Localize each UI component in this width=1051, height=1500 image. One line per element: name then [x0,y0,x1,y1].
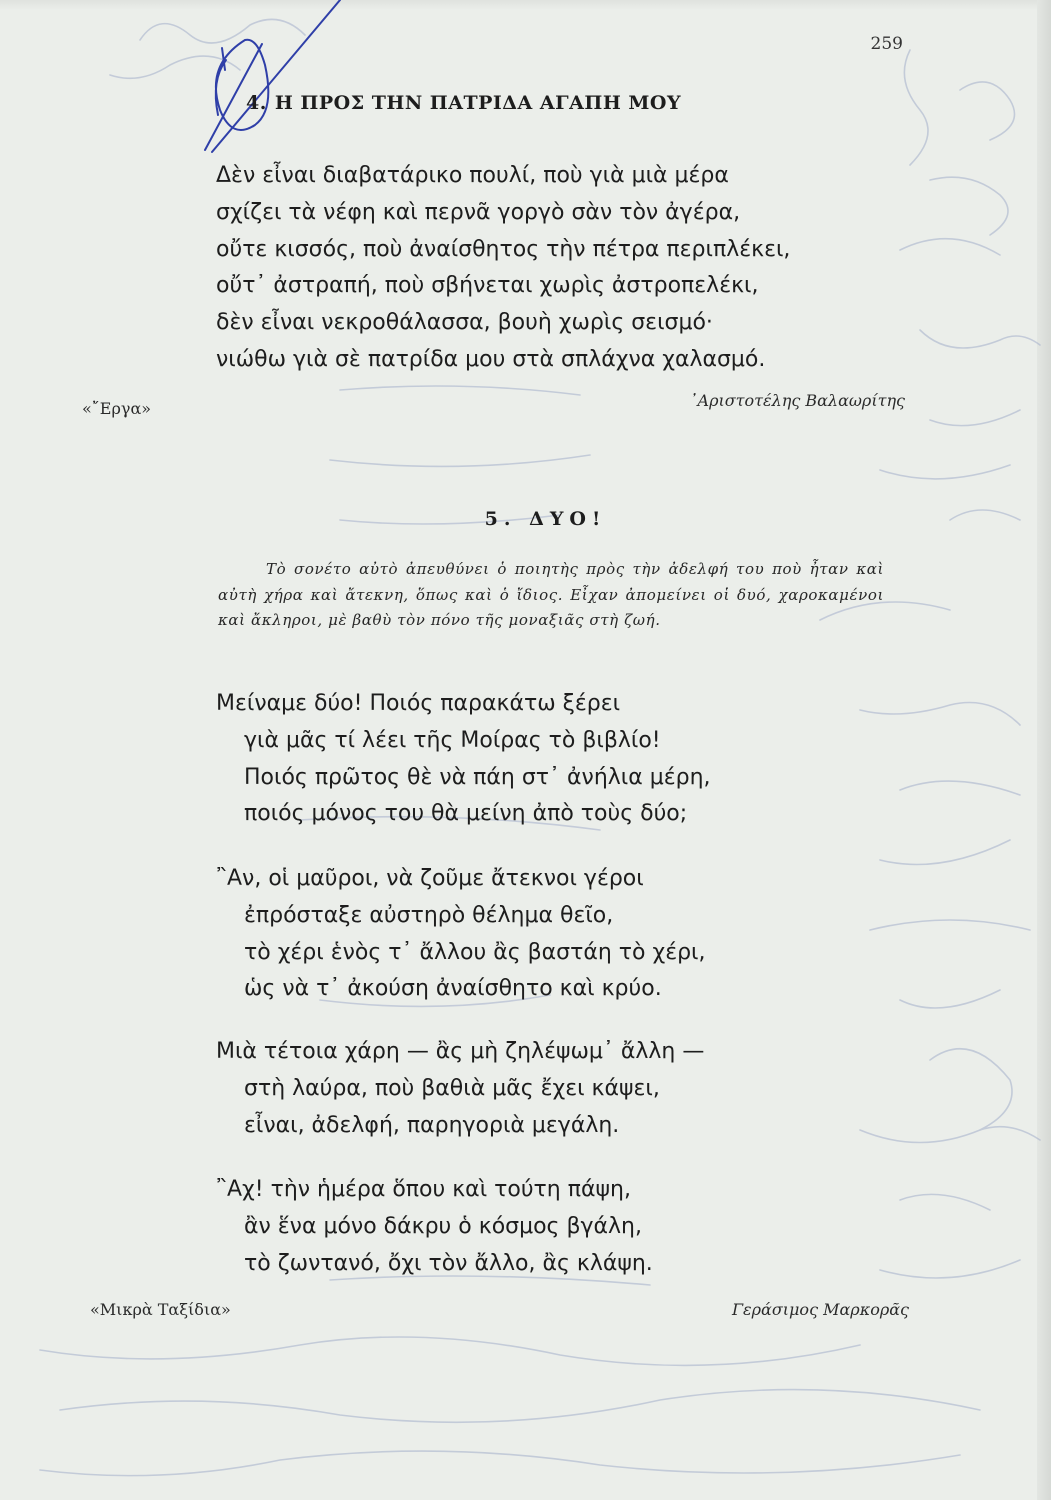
poem-line: δὲν εἶναι νεκροθάλασσα, βουὴ χωρὶς σεισμό· [216,310,713,336]
poem-4-number: 4. [246,92,267,114]
poem-5-author: Γεράσιμος Μαρκορᾶς [731,1300,909,1319]
poem-line: ἂν ἕνα μόνο δάκρυ ὁ κόσμος βγάλη, [244,1213,642,1239]
page-binding-edge [1037,0,1051,1500]
poem-5-source: «Μικρὰ Ταξίδια» [90,1300,231,1319]
poem-4-title-text: Η ΠΡΟΣ ΤΗΝ ΠΑΤΡΙΔΑ ΑΓΑΠΗ ΜΟΥ [274,92,682,114]
poem-4-source: «῎Εργα» [82,399,152,418]
poem-5-stanza-2 [216,861,705,1008]
poem-line: ῍Αχ! τὴν ἡμέρα ὅπου καὶ τούτη πάψη, [216,1177,631,1202]
poem-line: νιώθω γιὰ σὲ πατρίδα μου στὰ σπλάχνα χαλασμό. [216,346,766,372]
poem-5-stanza-4 [216,1172,653,1282]
poem-5-title: 5. ΔΥΟ! [484,508,607,530]
poem-line: οὔτ᾽ ἀστραπή, ποὺ σβήνεται χωρὶς ἀστροπελέκι, [216,273,759,299]
poem-line: τὸ ζωντανό, ὄχι τὸν ἄλλο, ἂς κλάψη. [244,1250,653,1276]
poem-line: εἶναι, ἀδελφή, παρηγοριὰ μεγάλη. [244,1112,620,1138]
page-number: 259 [870,34,903,54]
poem-5-introduction: Τὸ σονέτο αὐτὸ ἀπευθύνει ὁ ποιητὴς πρὸς τὴν ἀδελφή του ποὺ ἦταν καὶ αὐτὴ χήρα καὶ ἄτεκνη, ὅπως καὶ ὁ ἴδιος. Εἶχαν ἀπομείνει οἱ δυό, χαροκαμένοι καὶ ἄκληροι, μὲ βαθὺ τὸν πόνο τῆς μοναξιᾶς στὴ ζωή. [218,560,884,629]
poem-line: Μιὰ τέτοια χάρη — ἂς μὴ ζηλέψωμ᾽ ἄλλη — [216,1039,705,1064]
poem-line: ποιός μόνος του θὰ μείνη ἀπὸ τοὺς δύο; [244,801,688,827]
poem-line: οὔτε κισσός, ποὺ ἀναίσθητος τὴν πέτρα περιπλέκει, [216,236,791,262]
poem-line: Μείναμε δύο! Ποιός παρακάτω ξέρει [216,691,621,716]
poem-5-stanza-3 [216,1034,704,1144]
poem-line: γιὰ μᾶς τί λέει τῆς Μοίρας τὸ βιβλίο! [244,727,661,753]
poem-line: Δὲν εἶναι διαβατάρικο πουλί, ποὺ γιὰ μιὰ μέρα [216,163,729,188]
poem-line: στὴ λαύρα, ποὺ βαθιὰ μᾶς ἔχει κάψει, [244,1075,660,1101]
poem-line: τὸ χέρι ἑνὸς τ᾽ ἄλλου ἂς βαστάη τὸ χέρι, [244,939,706,965]
poem-line: σχίζει τὰ νέφη καὶ περνᾶ γοργὸ σὰν τὸν ἀγέρα, [216,199,741,225]
poem-line: ῍Αν, οἱ μαῦροι, νὰ ζοῦμε ἄτεκνοι γέροι [216,866,644,891]
poem-line: ἐπρόσταξε αὐστηρὸ θέλημα θεῖο, [244,902,614,928]
page-top-edge [0,0,1051,10]
poem-line: ὡς νὰ τ᾽ ἀκούση ἀναίσθητο καὶ κρύο. [244,976,662,1002]
poem-line: Ποιός πρῶτος θὲ νὰ πάη στ᾽ ἀνήλια μέρη, [244,764,711,790]
poem-4-stanza [216,158,790,379]
poem-4-title [246,92,689,114]
poem-5-stanza-1 [216,686,711,833]
poem-4-author: ᾽Αριστοτέλης Βαλαωρίτης [689,391,905,410]
